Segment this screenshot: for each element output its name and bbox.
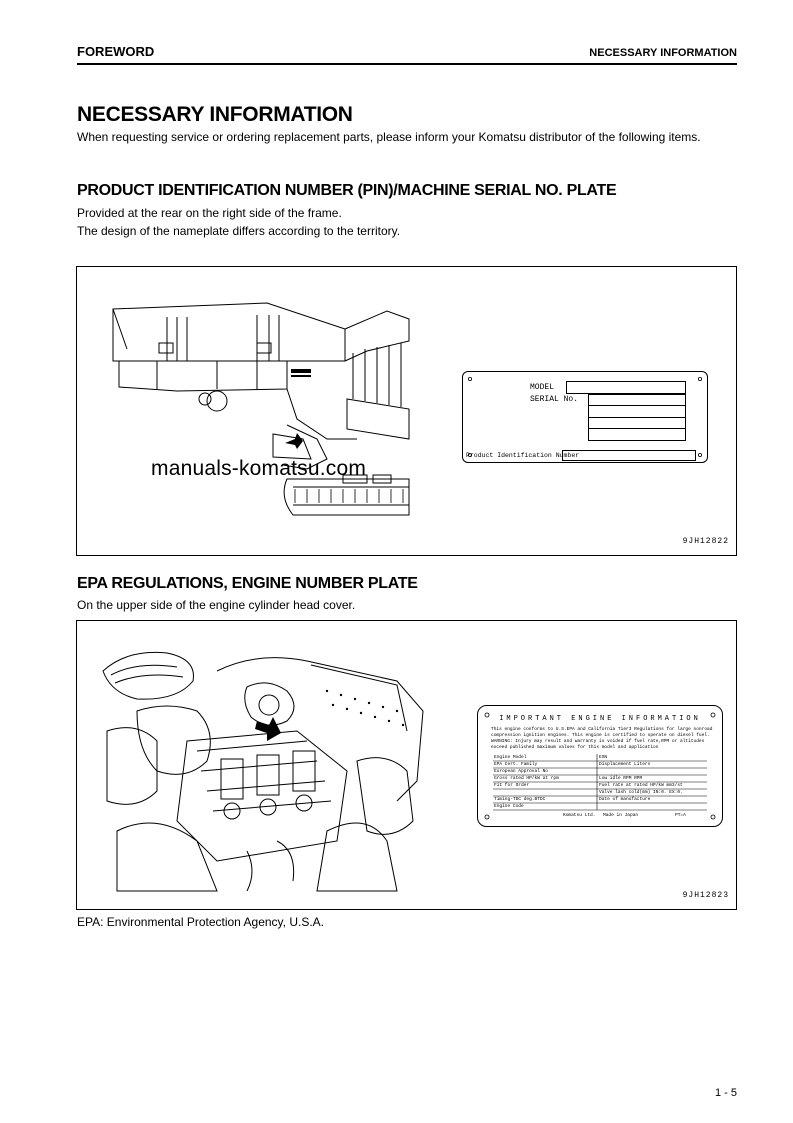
engine-plate-field: Gross rated HP/kW at rpm	[494, 776, 559, 781]
engine-plate-field: ESN	[599, 755, 608, 760]
engine-plate-statement-line: WARNING: Injury may result and warranty is voided if fuel rate,RPM or altitudes	[491, 739, 705, 744]
engine-illustration	[97, 641, 437, 901]
engine-plate-field: Displacement Liters	[599, 762, 651, 767]
model-label: MODEL	[530, 383, 555, 392]
engine-plate-field: Valve lash cold(mm) IN:0. EX:0.	[599, 790, 683, 795]
header-left: FOREWORD	[77, 44, 155, 59]
engine-plate-maker: Komatsu Ltd.	[563, 813, 596, 818]
figure-code: 9JH12822	[682, 537, 729, 546]
engine-information-plate	[477, 705, 723, 827]
figure-code: 9JH12823	[682, 891, 729, 900]
engine-plate-field: Engine Model	[494, 755, 527, 760]
page-title: NECESSARY INFORMATION	[77, 103, 353, 126]
engine-plate-statement-line: This engine conforms to U.S.EPA and California Tier3 Regulations for large nonroad	[491, 727, 713, 732]
engine-plate-origin: Made in Japan	[603, 813, 639, 818]
serial-field-line	[588, 440, 686, 441]
figure-engine-plate	[76, 620, 737, 910]
engine-plate-field: Fit for Order	[494, 783, 530, 788]
epa-location-text: On the upper side of the engine cylinder head cover.	[77, 598, 356, 612]
epa-footnote: EPA: Environmental Protection Agency, U.S.A.	[77, 915, 325, 929]
engine-plate-code: PT=A	[675, 813, 686, 818]
engine-plate-field: European Approval No	[494, 769, 549, 774]
section-heading-pin-plate: PRODUCT IDENTIFICATION NUMBER (PIN)/MACHINE SERIAL NO. PLATE	[77, 182, 617, 199]
pin-location-text: Provided at the rear on the right side of the frame.	[77, 206, 342, 220]
engine-plate-statement-line: exceed published maximum values for this model and application	[491, 745, 659, 750]
engine-plate-field: Timing-TDC deg.BTDC	[494, 797, 546, 802]
intro-text: When requesting service or ordering replacement parts, please inform your Komatsu distributor of the following items.	[77, 130, 701, 144]
machine-rear-illustration	[97, 289, 437, 549]
engine-plate-field: Low idle RPM RPM	[599, 776, 643, 781]
engine-plate-statement-line: compression ignition engines. This engine is certified to operate on diesel fuel.	[491, 733, 710, 738]
serial-field-line	[588, 405, 686, 406]
engine-plate-field: EPA Cert. Family	[494, 762, 538, 767]
serial-field-line	[588, 428, 686, 429]
engine-plate-field: Engine Code	[494, 804, 524, 809]
serial-field-line	[588, 417, 686, 418]
watermark-text: manuals-komatsu.com	[151, 457, 367, 480]
figure-pin-plate	[76, 266, 737, 556]
pin-design-text: The design of the nameplate differs according to the territory.	[77, 224, 401, 238]
machine-serial-nameplate	[462, 371, 708, 463]
engine-plate-field: Fuel rate at rated HP/kW mm3/st	[599, 783, 683, 788]
header-right: NECESSARY INFORMATION	[589, 47, 737, 59]
pin-label: Product Identification Number	[466, 452, 580, 459]
engine-plate-title: IMPORTANT ENGINE INFORMATION	[499, 715, 701, 723]
engine-plate-field: Date of manufacture	[599, 797, 651, 802]
serial-label: SERIAL No.	[530, 395, 579, 404]
page-number: 1 - 5	[714, 1087, 737, 1099]
model-field	[566, 381, 686, 394]
section-heading-epa-plate: EPA REGULATIONS, ENGINE NUMBER PLATE	[77, 575, 418, 592]
pin-field	[562, 450, 696, 461]
header-rule	[77, 63, 737, 65]
